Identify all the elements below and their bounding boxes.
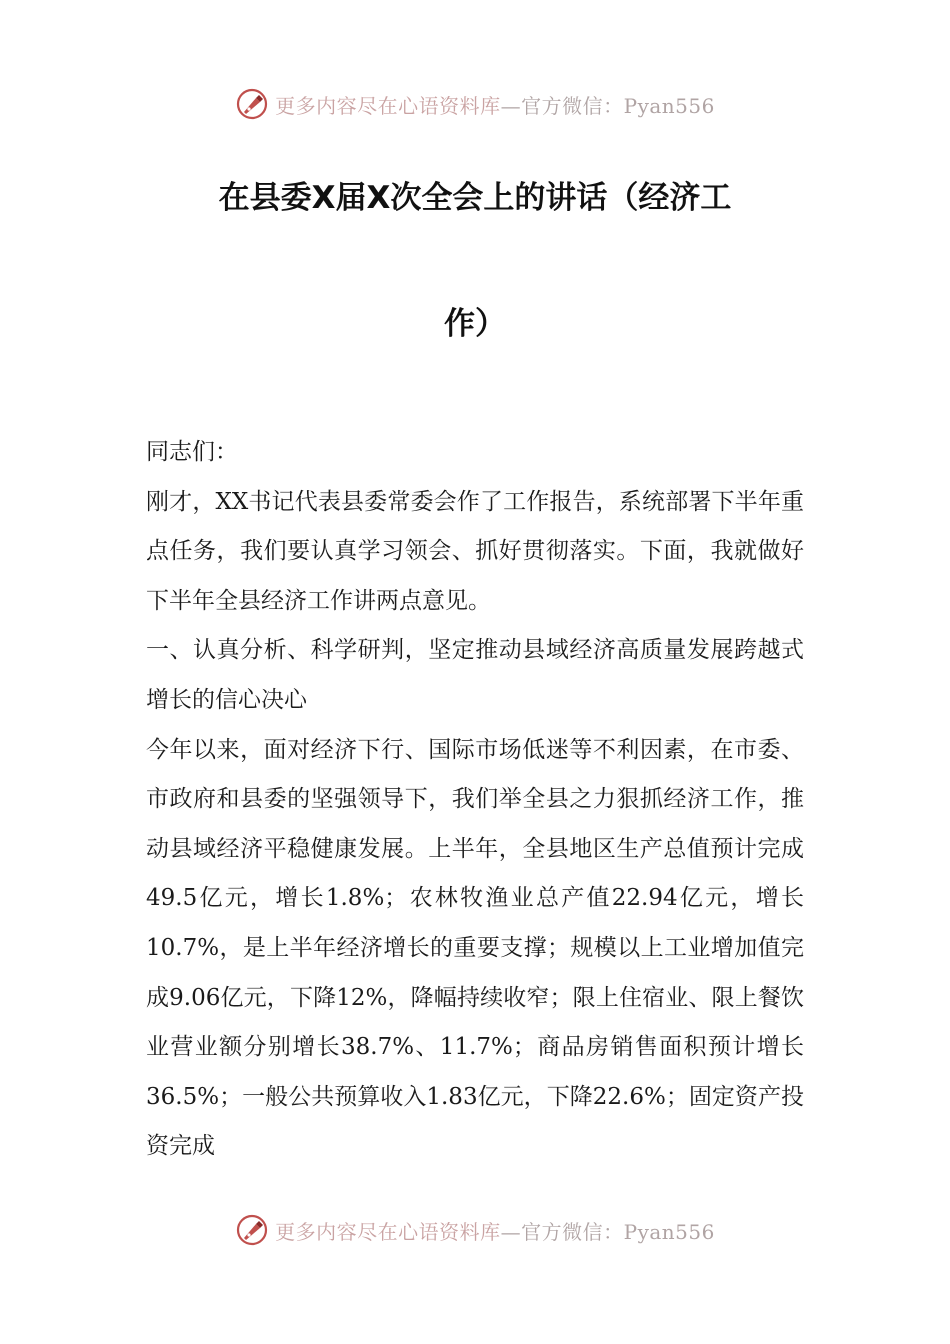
watermark-banner-bottom: [0, 1208, 950, 1252]
paragraph-economy: 今年以来，面对经济下行、国际市场低迷等不利因素，在市委、市政府和县委的坚强领导下，我们举全县之力狠抓经济工作，推动县域经济平稳健康发展。上半年，全县地区生产总值预计完成49.5亿元，增长1.8%；农林牧渔业总产值22.94亿元，增长10.7%，是上半年经济增长的重要支撑；规模以上工业增加值完成9.06亿元，下降12%，降幅持续收窄；限上住宿业、限上餐饮业营业额分别增长38.7%、11.7%；商品房销售面积预计增长36.5%；一般公共预算收入1.83亿元，下降22.6%；固定资产投资完成: [146, 736, 804, 1160]
watermark-text: 更多内容尽在心语资料库: [275, 1219, 501, 1244]
watermark-wechat: —官方微信：Pyan556: [500, 1219, 715, 1244]
salutation: 同志们：: [146, 439, 238, 465]
watermark-banner-top: [0, 82, 950, 126]
section-heading-1: 一、认真分析、科学研判，坚定推动县域经济高质量发展跨越式增长的信心决心: [146, 637, 804, 713]
paragraph-intro: 刚才，XX书记代表县委常委会作了工作报告，系统部署下半年重点任务，我们要认真学习领会、抓好贯彻落实。下面，我就做好下半年全县经济工作讲两点意见。: [146, 488, 804, 614]
page-title-line-2: 作）: [444, 306, 506, 342]
watermark-text: 更多内容尽在心语资料库: [275, 93, 501, 118]
pen-nib-logo-icon: [235, 1213, 269, 1247]
page-title-line-1: 在县委X届X次全会上的讲话（经济工: [218, 180, 732, 216]
watermark-wechat: —官方微信：Pyan556: [500, 93, 715, 118]
pen-nib-logo-icon: [235, 87, 269, 121]
document-body: [146, 428, 804, 1172]
